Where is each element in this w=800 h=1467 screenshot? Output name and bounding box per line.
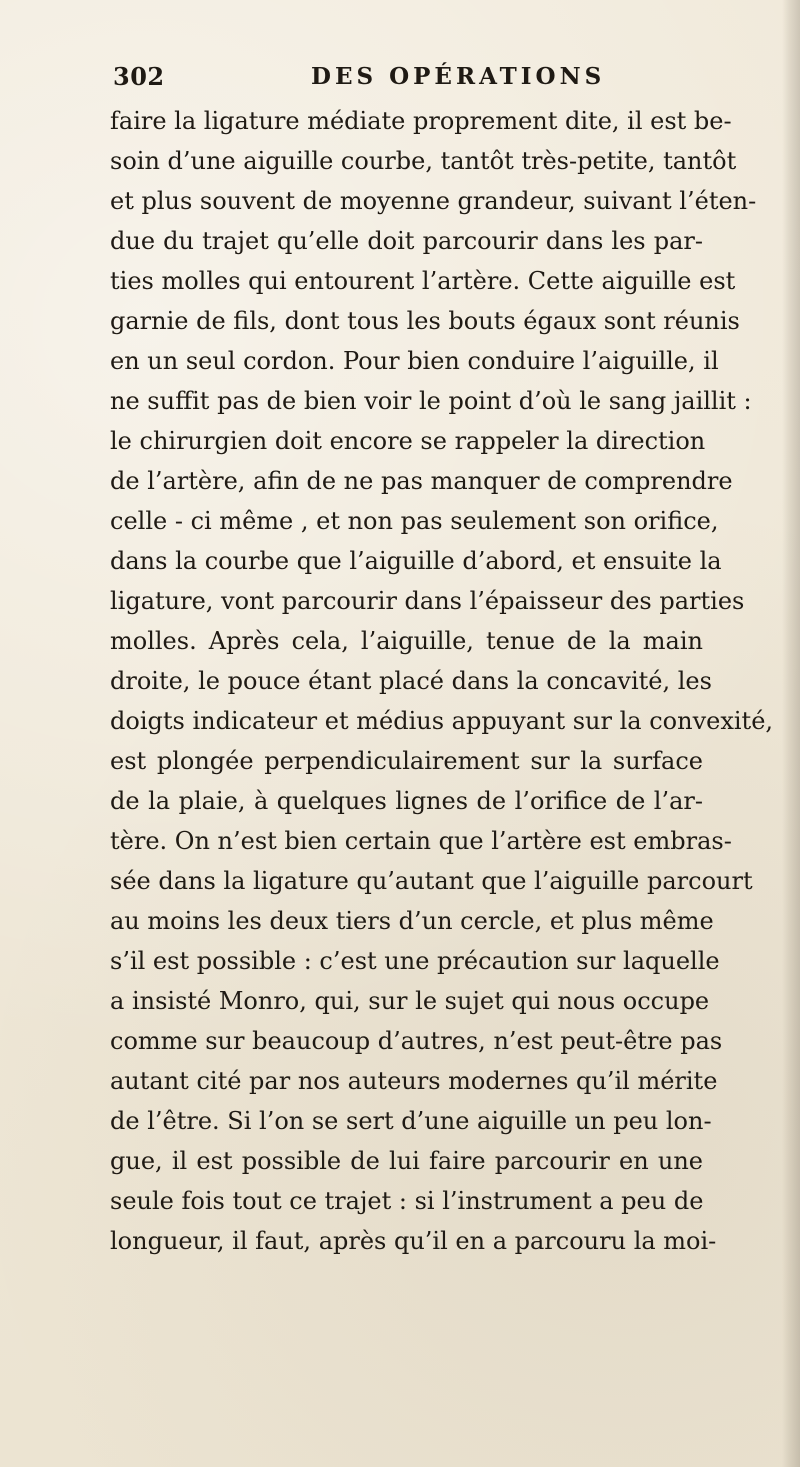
text-line: de l’être. Si l’on se sert d’une aiguille un peu lon- bbox=[110, 1107, 712, 1135]
text-line: autant cité par nos auteurs modernes qu’il mérite bbox=[110, 1067, 718, 1095]
text-line: le chirurgien doit encore se rappeler la direction bbox=[110, 427, 706, 455]
text-line: de l’artère, afin de ne pas manquer de comprendre bbox=[110, 467, 733, 495]
text-line: et plus souvent de moyenne grandeur, suivant l’éten- bbox=[110, 187, 757, 215]
text-line: comme sur beaucoup d’autres, n’est peut-être pas bbox=[110, 1027, 723, 1055]
text-line: tère. On n’est bien certain que l’artère est embras- bbox=[110, 827, 732, 855]
page-header bbox=[113, 62, 703, 98]
text-line: a insisté Monro, qui, sur le sujet qui nous occupe bbox=[110, 987, 710, 1015]
text-line: ligature, vont parcourir dans l’épaisseur des parties bbox=[110, 587, 745, 615]
page-number: 302 bbox=[113, 62, 165, 91]
text-line: seule fois tout ce trajet : si l’instrument a peu de bbox=[110, 1187, 704, 1215]
text-line: faire la ligature médiate proprement dite, il est be- bbox=[110, 107, 732, 135]
text-line: doigts indicateur et médius appuyant sur la convexité, bbox=[110, 707, 774, 735]
text-line: due du trajet qu’elle doit parcourir dans les par- bbox=[110, 227, 703, 255]
text-line: longueur, il faut, après qu’il en a parcouru la moi- bbox=[110, 1227, 717, 1255]
text-line: molles. Après cela, l’aiguille, tenue de la main bbox=[110, 627, 703, 655]
text-line: ne suffit pas de bien voir le point d’où le sang jaillit : bbox=[110, 387, 752, 415]
text-line: gue, il est possible de lui faire parcourir en une bbox=[110, 1147, 703, 1175]
text-line: soin d’une aiguille courbe, tantôt très-petite, tantôt bbox=[110, 147, 737, 175]
text-line: celle - ci même , et non pas seulement son orifice, bbox=[110, 507, 719, 535]
text-line: de la plaie, à quelques lignes de l’orifice de l’ar- bbox=[110, 787, 703, 815]
text-line: au moins les deux tiers d’un cercle, et plus même bbox=[110, 907, 714, 935]
text-line: garnie de fils, dont tous les bouts égaux sont réunis bbox=[110, 307, 740, 335]
page-edge-shadow bbox=[782, 0, 800, 1467]
text-line: dans la courbe que l’aiguille d’abord, et ensuite la bbox=[110, 547, 722, 575]
text-line: droite, le pouce étant placé dans la concavité, les bbox=[110, 667, 712, 695]
text-line: est plongée perpendiculairement sur la surface bbox=[110, 747, 703, 775]
text-line: ties molles qui entourent l’artère. Cette aiguille est bbox=[110, 267, 736, 295]
text-line: sée dans la ligature qu’autant que l’aiguille parcourt bbox=[110, 867, 753, 895]
text-line: s’il est possible : c’est une précaution sur laquelle bbox=[110, 947, 720, 975]
text-line: en un seul cordon. Pour bien conduire l’aiguille, il bbox=[110, 347, 719, 375]
body-text bbox=[110, 101, 774, 1261]
running-head: DES OPÉRATIONS bbox=[311, 63, 606, 90]
